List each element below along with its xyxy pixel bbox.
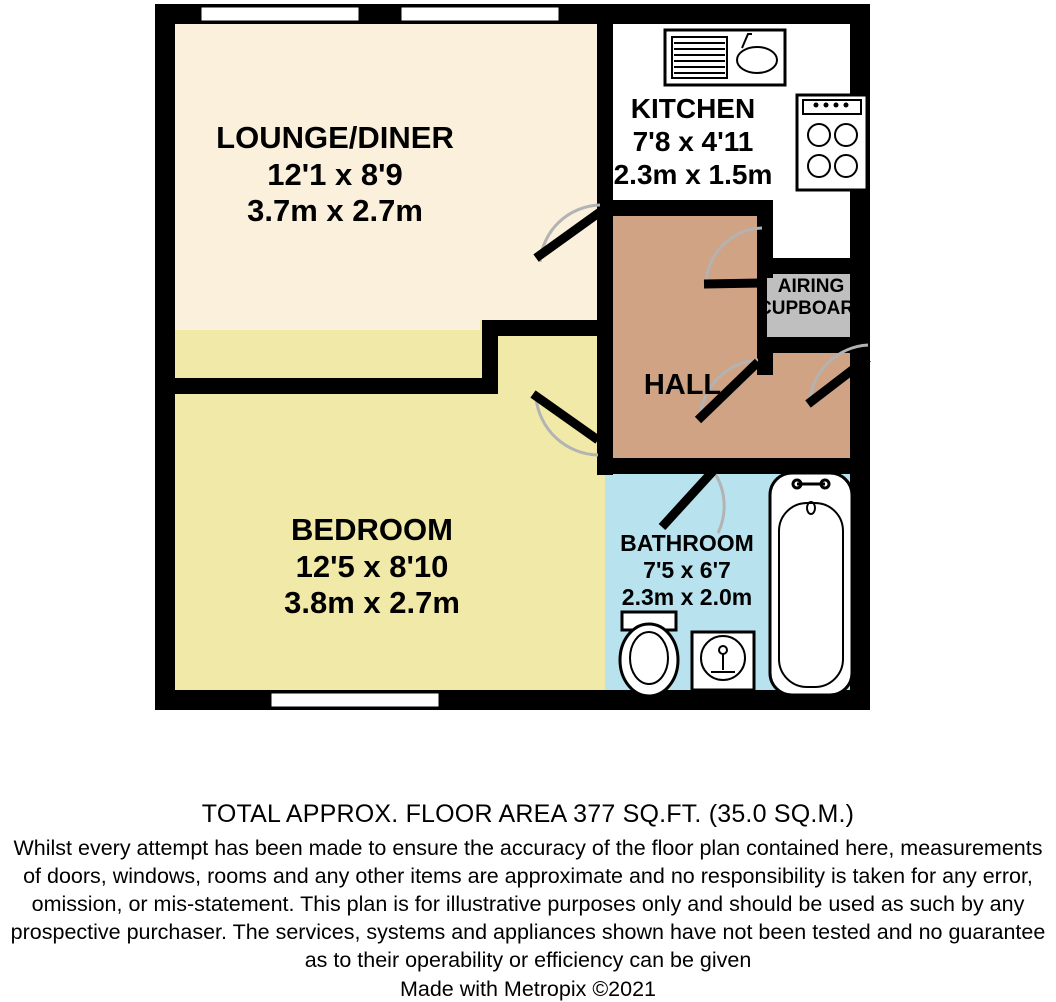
hall-name: HALL: [643, 369, 722, 401]
bedroom-dim-metric: 3.8m x 2.7m: [284, 585, 460, 621]
bathroom-basin-icon: [692, 632, 754, 690]
kitchen-hob-icon: [797, 95, 867, 190]
lounge-dim-imperial: 12'1 x 8'9: [267, 156, 403, 192]
bathroom-dim-imperial: 7'5 x 6'7: [643, 557, 731, 584]
kitchen-name: KITCHEN: [630, 93, 756, 124]
airing-cupboard-fill: [762, 268, 862, 345]
bedroom-dim-imperial: 12'5 x 8'10: [295, 548, 449, 584]
credit-line: Made with Metropix ©2021: [399, 976, 657, 1001]
bathroom-name: BATHROOM: [620, 530, 754, 556]
kitchen-dim-imperial: 7'8 x 4'11: [632, 126, 754, 158]
footer: [0, 800, 1056, 1002]
lounge-name: LOUNGE/DINER: [216, 120, 454, 155]
kitchen-dim-metric: 2.3m x 1.5m: [613, 159, 773, 191]
window-lounge-top: [200, 6, 360, 22]
lounge-dim-metric: 3.7m x 2.7m: [247, 193, 423, 229]
disclaimer-line: prospective purchaser. The services, systems and appliances shown have not been tested and no guarantee: [10, 919, 1046, 944]
total-floor-area: TOTAL APPROX. FLOOR AREA 377 SQ.FT. (35.0 SQ.M.): [201, 800, 855, 828]
door-leaf-cupboard: [704, 283, 762, 284]
bathroom-toilet-icon: [620, 612, 678, 696]
window-bedroom-bottom: [270, 692, 440, 708]
airing-cupboard-line1: AIRING: [777, 276, 845, 297]
window-lounge-top-2: [400, 6, 560, 22]
disclaimer-line: of doors, windows, rooms and any other items are approximate and no responsibility is taken for any error,: [23, 863, 1033, 888]
bathroom-dim-metric: 2.3m x 2.0m: [621, 584, 753, 611]
kitchen-sink-icon: [665, 30, 785, 85]
disclaimer: [0, 835, 1056, 975]
airing-cupboard-line2: CUPBOARD: [758, 297, 868, 319]
bathroom-bath-icon: [770, 473, 852, 695]
hall-fill: [605, 200, 765, 465]
bedroom-name: BEDROOM: [291, 512, 453, 547]
disclaimer-line: Whilst every attempt has been made to ensure the accuracy of the floor plan contained here, measurements: [13, 836, 1043, 860]
disclaimer-line: as to their operability or efficiency can be given: [304, 947, 752, 972]
disclaimer-line: omission, or mis-statement. This plan is for illustrative purposes only and should be used as such by any: [31, 891, 1025, 916]
